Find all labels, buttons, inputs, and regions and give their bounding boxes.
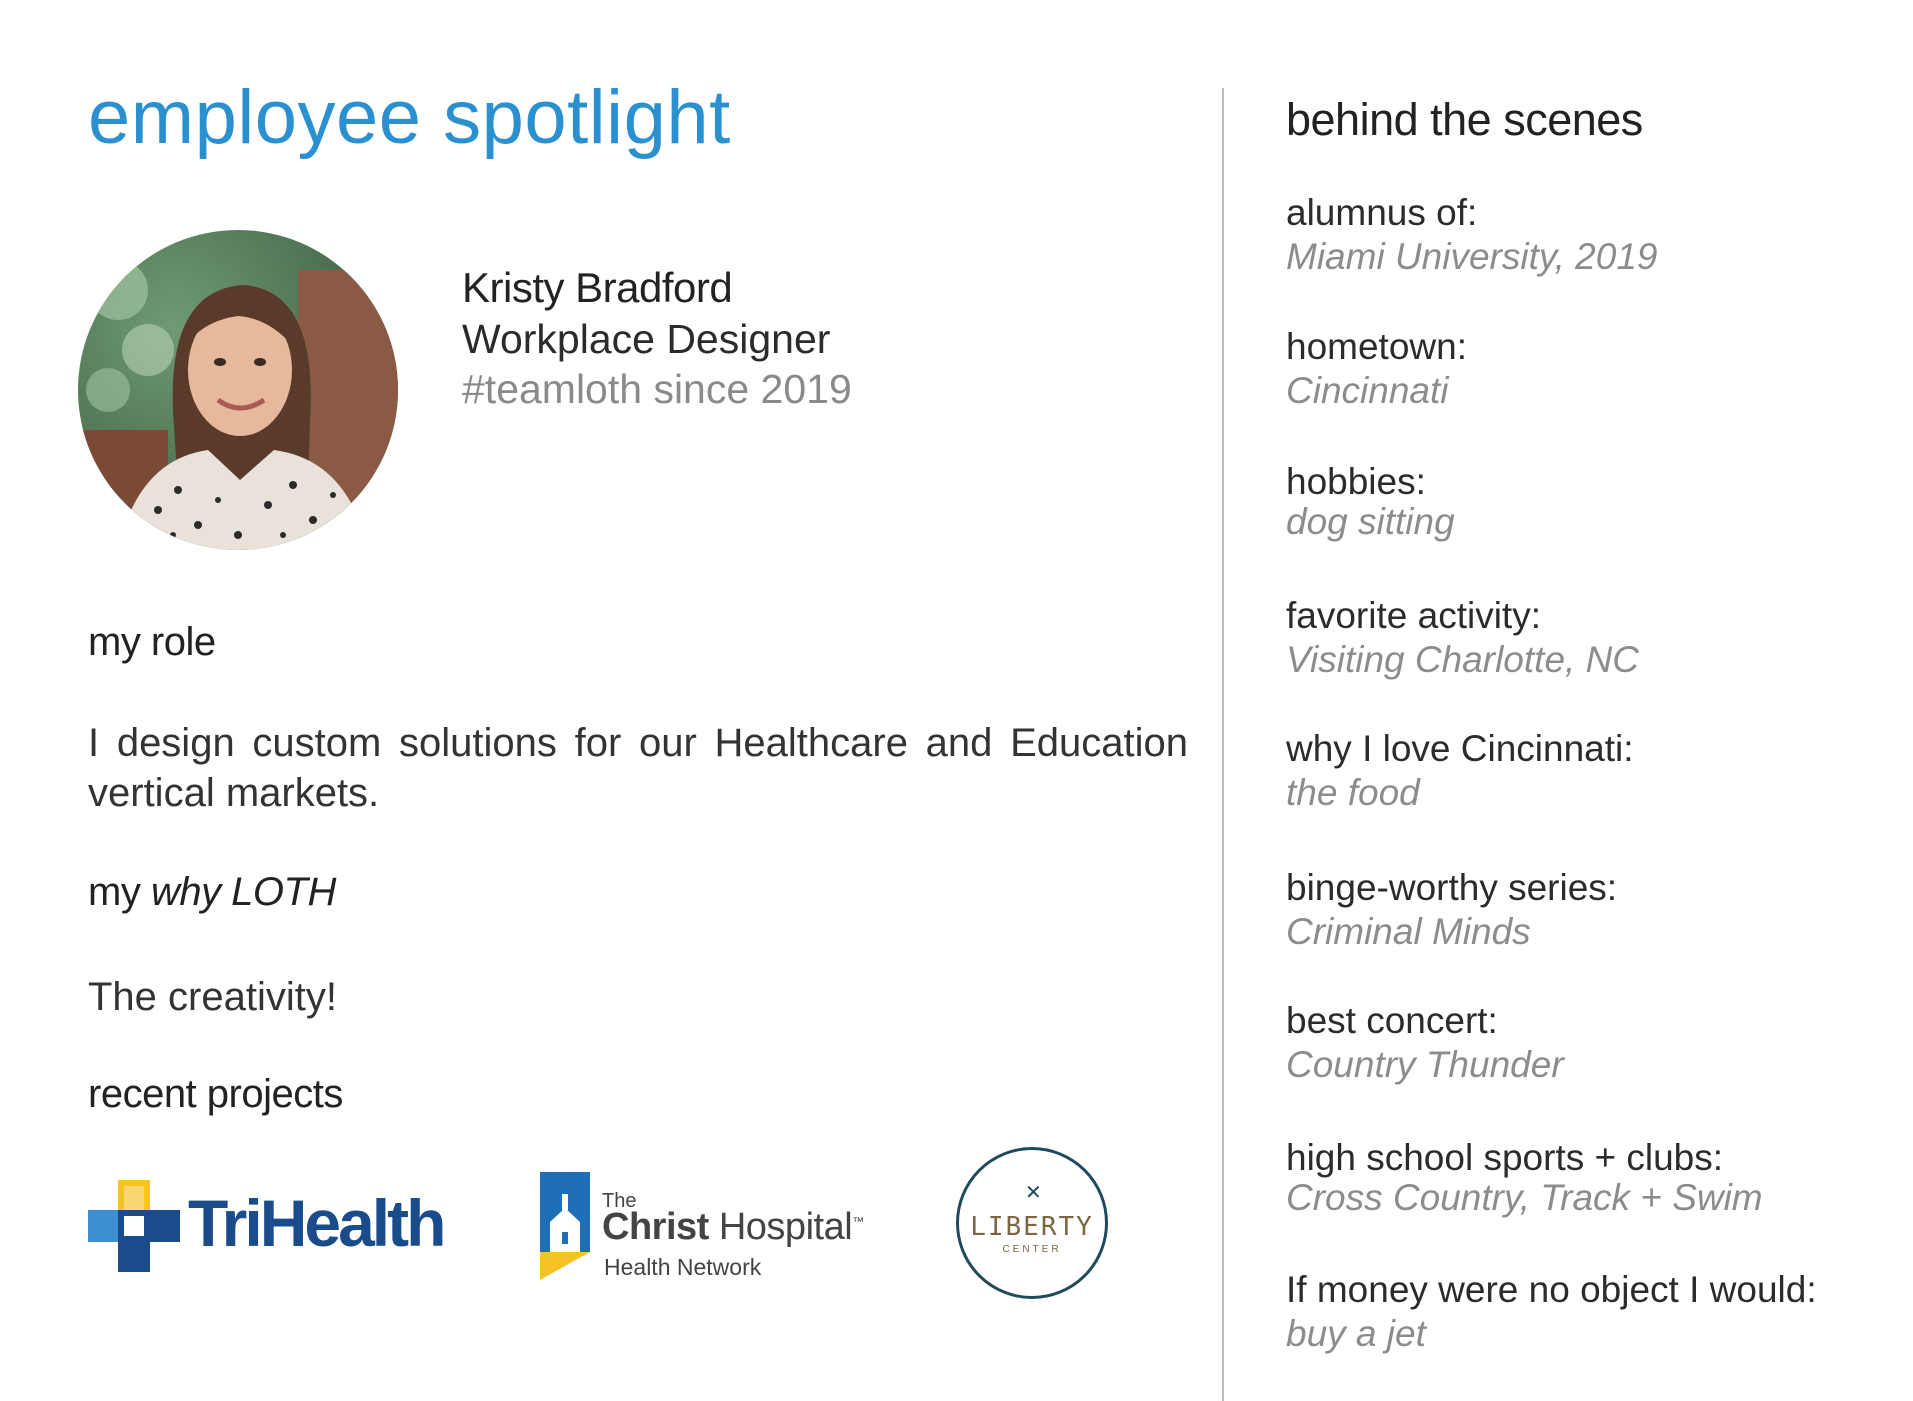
why-loth-heading	[88, 870, 336, 915]
liberty-star-icon: ✕	[1025, 1182, 1042, 1204]
profile-photo	[78, 230, 398, 550]
liberty-center-logo	[956, 1147, 1108, 1299]
fact-alumnus	[1286, 191, 1657, 279]
christ-hospital-subtitle: Health Network	[604, 1254, 762, 1280]
fact-value: Miami University, 2019	[1286, 236, 1658, 277]
fact-favorite-activity	[1286, 594, 1639, 682]
liberty-subtitle: CENTER	[1002, 1244, 1062, 1255]
fact-money-no-object	[1286, 1268, 1817, 1356]
fact-value: Criminal Minds	[1286, 911, 1531, 952]
employee-name: Kristy Bradford	[462, 264, 733, 311]
page-title: employee spotlight	[88, 75, 731, 160]
fact-value: Cross Country, Track + Swim	[1286, 1177, 1763, 1218]
hospital-word: Hospital	[708, 1206, 853, 1248]
trademark-symbol: ™	[852, 1214, 864, 1229]
christ-hospital-wordmark	[602, 1208, 864, 1246]
fact-label: alumnus of:	[1286, 192, 1478, 233]
employee-job-title: Workplace Designer	[462, 316, 831, 362]
why-loth-text: The creativity!	[88, 975, 337, 1019]
christ-hospital-the: The	[602, 1190, 637, 1212]
fact-value: Cincinnati	[1286, 370, 1449, 411]
christ-hospital-building-icon	[540, 1172, 594, 1280]
fact-high-school-sports	[1286, 1138, 1763, 1218]
fact-hobbies	[1286, 462, 1455, 542]
fact-label: binge-worthy series:	[1286, 867, 1618, 908]
fact-binge-worthy-series	[1286, 866, 1617, 954]
fact-why-love-cincinnati	[1286, 727, 1634, 815]
fact-hometown	[1286, 325, 1467, 413]
fact-value: dog sitting	[1286, 501, 1455, 542]
fact-label: why I love Cincinnati:	[1286, 728, 1634, 769]
trihealth-wordmark: TriHealth	[188, 1186, 444, 1260]
christ-hospital-logo	[540, 1172, 870, 1280]
fact-label: favorite activity:	[1286, 595, 1541, 636]
fact-label: best concert:	[1286, 1000, 1498, 1041]
profile-info	[462, 262, 852, 414]
fact-label: high school sports + clubs:	[1286, 1137, 1724, 1178]
fact-label: hometown:	[1286, 326, 1467, 367]
employee-tenure: #teamloth since 2019	[462, 366, 852, 412]
recent-projects-heading: recent projects	[88, 1072, 343, 1116]
liberty-wordmark: LIBERTY	[970, 1212, 1094, 1242]
fact-value: Country Thunder	[1286, 1044, 1564, 1085]
fact-label: If money were no object I would:	[1286, 1269, 1817, 1310]
trihealth-logo	[88, 1180, 456, 1270]
fact-best-concert	[1286, 999, 1564, 1087]
fact-label: hobbies:	[1286, 461, 1426, 502]
trihealth-cross-icon	[88, 1180, 180, 1272]
why-heading-prefix: my	[88, 870, 151, 914]
sidebar-title: behind the scenes	[1286, 94, 1643, 145]
why-heading-emphasis: why LOTH	[150, 870, 336, 914]
column-divider	[1222, 88, 1224, 1401]
fact-value: the food	[1286, 772, 1420, 813]
fact-value: buy a jet	[1286, 1313, 1426, 1354]
role-heading: my role	[88, 620, 216, 664]
fact-value: Visiting Charlotte, NC	[1286, 639, 1640, 680]
christ-word: Christ	[602, 1206, 709, 1248]
role-text: I design custom solutions for our Healthcare and Education vertical markets.	[88, 721, 1188, 815]
